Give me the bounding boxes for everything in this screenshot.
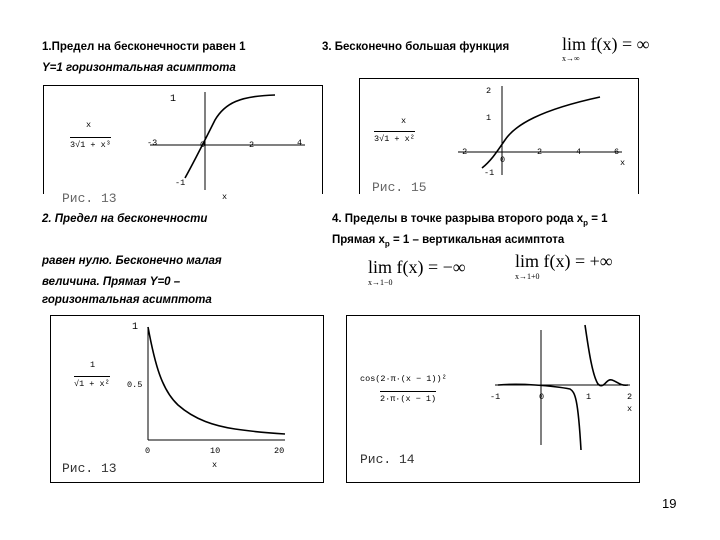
block2-tick-y-1: 0.5: [127, 380, 143, 390]
block4-tick-x-0: -1: [490, 392, 501, 402]
block2-formula-den: √1 + x²: [74, 376, 110, 389]
block3-x-label: x: [620, 158, 626, 168]
block4-limit-left: lim f(x) = −∞ x→1−0: [368, 257, 466, 287]
block2-formula-num: 1: [90, 360, 96, 370]
block1-tick-x-2: 2: [249, 140, 255, 150]
block3-tick-y-0: 2: [486, 86, 492, 96]
block1-tick-x-0: -3: [147, 138, 158, 148]
block3-caption: Рис. 15: [372, 180, 427, 195]
block2-line1: 2. Предел на бесконечности: [42, 213, 208, 225]
block4-title: 4. Пределы в точке разрыва второго рода $x_р = 1$: [332, 213, 608, 228]
block4-tick-x-3: 2: [627, 392, 633, 402]
block4-x-label: x: [627, 404, 633, 414]
block2-line3: величина. Прямая Y=0 –: [42, 276, 181, 288]
block3-tick-x-0: -2: [457, 147, 468, 157]
block3-formula-den: 3√1 + x²: [374, 131, 415, 144]
block1-tick-x-3: 4: [297, 138, 303, 148]
block2-tick-y-0: 1: [132, 322, 139, 333]
block3-tick-y-2: -1: [484, 168, 495, 178]
block2-tick-x-2: 20: [274, 446, 285, 456]
block2-tick-x-1: 10: [210, 446, 221, 456]
block1-tick-y-1: -1: [175, 178, 186, 188]
block4-formula-den: 2·π·(x − 1): [380, 391, 436, 404]
page-number: 19: [662, 496, 677, 511]
block2-x-label: x: [212, 460, 218, 470]
block2-caption: Рис. 13: [62, 461, 117, 476]
block4-line2: Прямая $x_р = 1$ – вертикальная асимптота: [332, 234, 565, 249]
block3-tick-x-4: 6: [614, 147, 620, 157]
block1-formula-den: 3√1 + x³: [70, 137, 111, 150]
block4-tick-x-1: 0: [539, 392, 545, 402]
block4-curve-right: [585, 325, 628, 386]
block3-title: 3. Бесконечно большая функция: [322, 41, 510, 53]
block1-caption: Рис. 13: [62, 191, 117, 206]
block2-line4: горизонтальная асимптота: [42, 294, 212, 306]
block3-formula-num: x: [401, 116, 407, 126]
block3-tick-x-1: 0: [500, 155, 506, 165]
block3-tick-y-1: 1: [486, 113, 492, 123]
block4-formula-num: cos(2·π·(x − 1))²: [360, 374, 447, 384]
block1-tick-x-1: 0: [200, 140, 206, 150]
block2-line2: равен нулю. Бесконечно малая: [42, 255, 222, 267]
block4-caption: Рис. 14: [360, 452, 415, 467]
block1-subtitle: Y=1 горизонтальная асимптота: [42, 62, 236, 74]
block4-tick-x-2: 1: [586, 392, 592, 402]
block1-title: 1.Предел на бесконечности равен 1: [42, 41, 246, 53]
block1-x-label: x: [222, 192, 228, 202]
block2-tick-x-0: 0: [145, 446, 151, 456]
block3-limit: lim f(x) = ∞ x→∞: [562, 34, 650, 63]
block3-tick-x-3: 4: [576, 147, 582, 157]
block1-tick-y-0: 1: [170, 94, 177, 105]
block4-limit-right: lim f(x) = +∞ x→1+0: [515, 251, 613, 281]
block3-tick-x-2: 2: [537, 147, 543, 157]
block1-formula-num: x: [86, 120, 92, 130]
